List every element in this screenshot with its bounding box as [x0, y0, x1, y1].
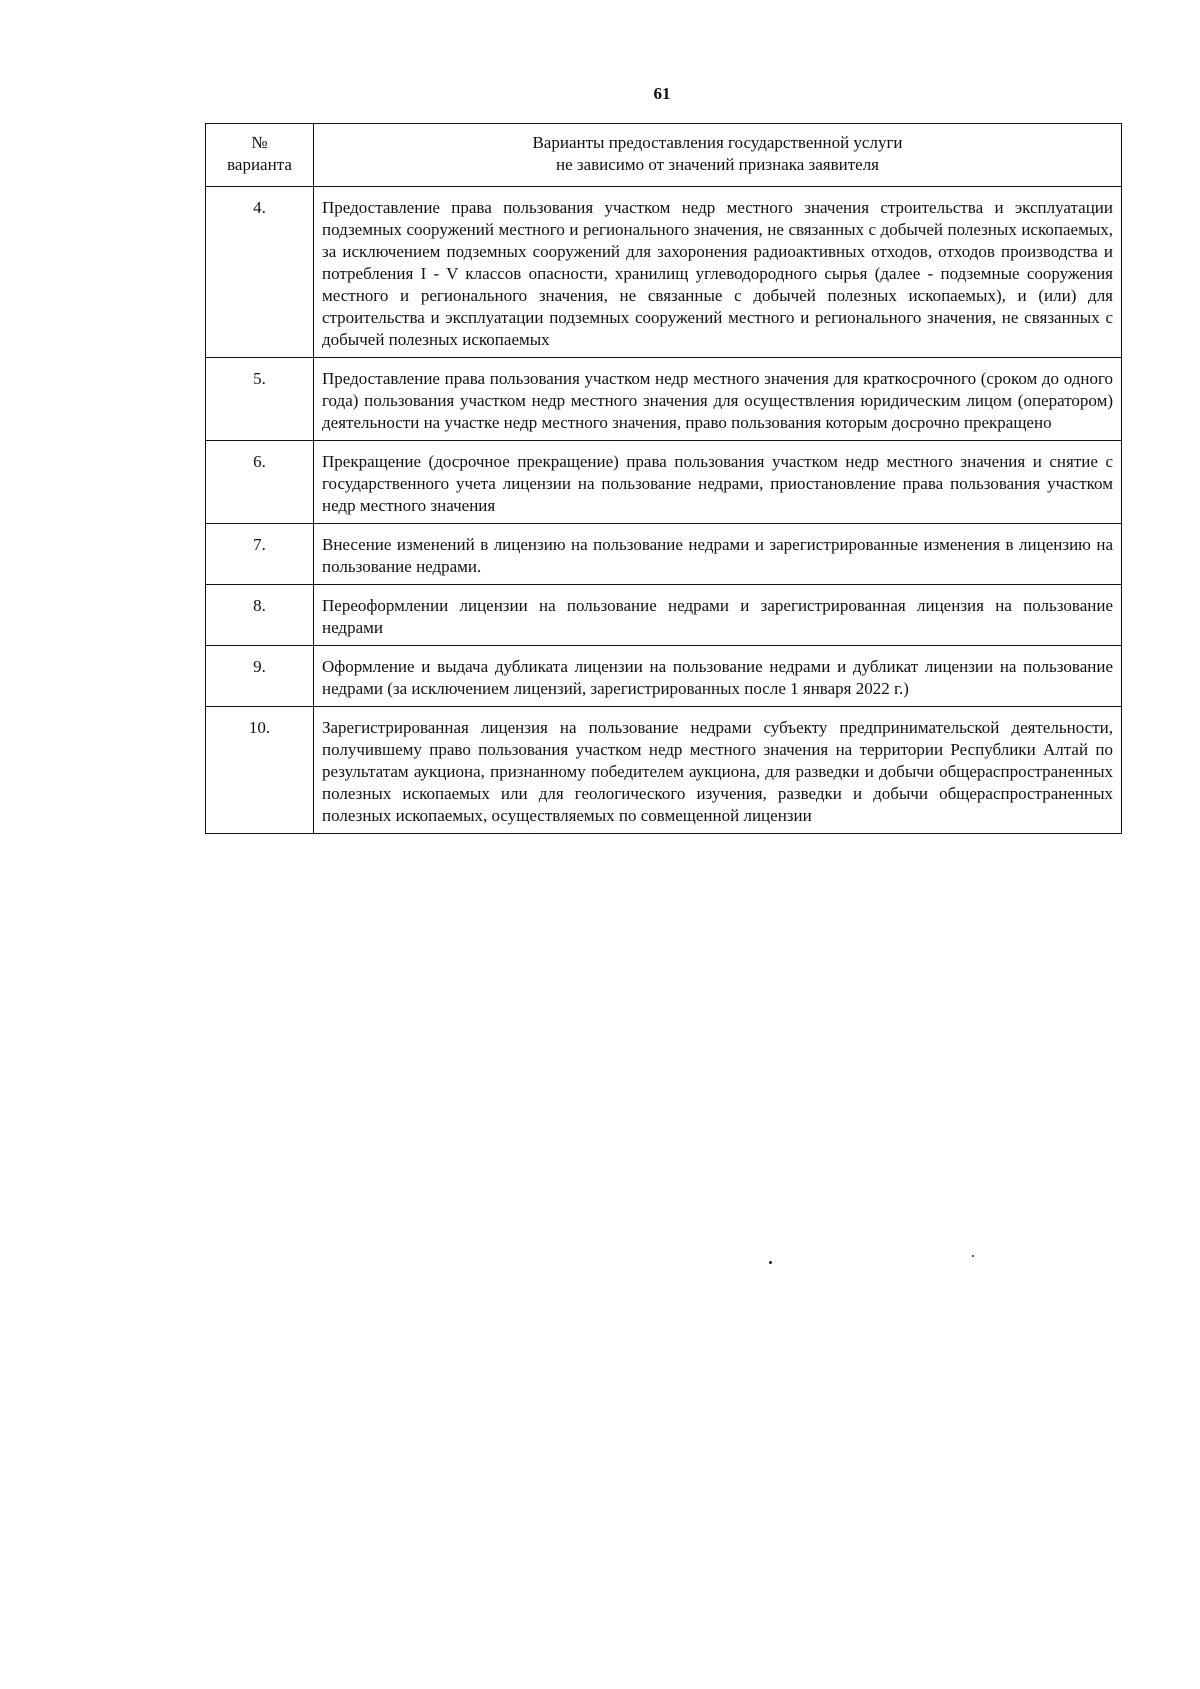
header-variant-number	[206, 124, 314, 187]
row-description: Переоформлении лицензии на пользование недрами и зарегистрированная лицензия на пользование недрами	[314, 585, 1122, 646]
variants-table	[205, 123, 1122, 834]
table-row	[206, 187, 1122, 358]
row-description: Зарегистрированная лицензия на пользование недрами субъекту предпринимательской деятельности, получившему право пользования участком недр местного значения на территории Республики Алтай по результатам аукциона, признанному победителем аукциона, для разведки и добычи общераспространенных полезных ископаемых или для геологического изучения, разведки и добычи общераспространенных полезных ископаемых, осуществляемых по совмещенной лицензии	[314, 707, 1122, 834]
row-description: Предоставление права пользования участком недр местного значения для краткосрочного (сроком до одного года) пользования участком недр местного значения для осуществления юридическим лицом (оператором) деятельности на участке недр местного значения, право пользования которым досрочно прекращено	[314, 358, 1122, 441]
header-variant-title	[314, 124, 1122, 187]
table-row	[206, 646, 1122, 707]
row-number: 9.	[206, 646, 314, 707]
header-title-line1: Варианты предоставления государственной услуги	[532, 133, 903, 152]
table-row	[206, 524, 1122, 585]
row-number: 4.	[206, 187, 314, 358]
row-number: 5.	[206, 358, 314, 441]
table-header-row	[206, 124, 1122, 187]
scan-speck	[972, 1255, 974, 1257]
header-num-symbol: №	[251, 133, 268, 152]
header-num-label: варианта	[227, 155, 292, 174]
table-row	[206, 707, 1122, 834]
page-number: 61	[653, 84, 671, 103]
row-number: 6.	[206, 441, 314, 524]
header-title-line2: не зависимо от значений признака заявителя	[555, 155, 880, 174]
scan-speck	[769, 1261, 772, 1264]
row-description: Предоставление права пользования участком недр местного значения строительства и эксплуатации подземных сооружений местного и регионального значения, не связанных с добычей полезных ископаемых, за исключением подземных сооружений для захоронения радиоактивных отходов, отходов производства и потребления I - V классов опасности, хранилищ углеводородного сырья (далее - подземные сооружения местного и регионального значения, не связанные с добычей полезных ископаемых), и (или) для строительства и эксплуатации подземных сооружений местного и регионального значения, не связанных с добычей полезных ископаемых	[314, 187, 1122, 358]
table-row	[206, 441, 1122, 524]
row-description: Оформление и выдача дубликата лицензии на пользование недрами и дубликат лицензии на пользование недрами (за исключением лицензий, зарегистрированных после 1 января 2022 г.)	[314, 646, 1122, 707]
row-number: 8.	[206, 585, 314, 646]
row-number: 7.	[206, 524, 314, 585]
row-description: Внесение изменений в лицензию на пользование недрами и зарегистрированные изменения в лицензию на пользование недрами.	[314, 524, 1122, 585]
row-number: 10.	[206, 707, 314, 834]
table-row	[206, 358, 1122, 441]
table-row	[206, 585, 1122, 646]
row-description: Прекращение (досрочное прекращение) права пользования участком недр местного значения и снятие с государственного учета лицензии на пользование недрами, приостановление права пользования участком недр местного значения	[314, 441, 1122, 524]
